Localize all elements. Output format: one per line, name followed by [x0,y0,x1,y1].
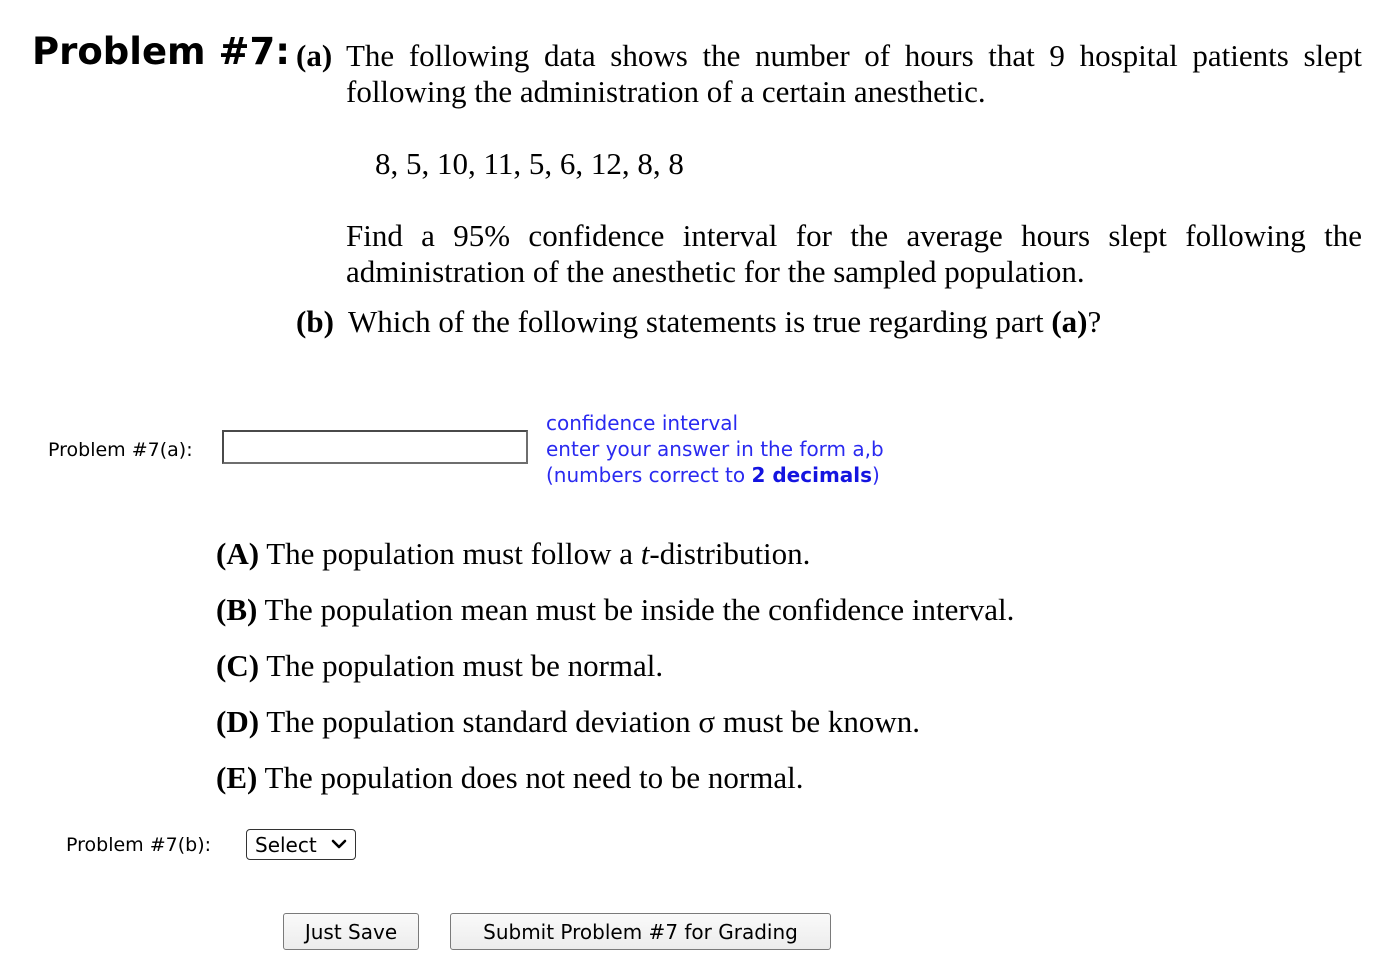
part-b-question-prefix: Which of the following statements is true regarding part [348,304,1052,339]
part-b-label: (b) [296,304,334,339]
hint-line-2: enter your answer in the form a,b [546,437,884,461]
choice-a [216,536,810,572]
submit-problem-button[interactable]: Submit Problem #7 for Grading [450,913,831,950]
hint-line-3 [546,462,884,488]
choice-c-letter: (C) [216,648,260,683]
chevron-down-icon [331,836,347,852]
answer-a-input[interactable] [222,430,528,464]
part-a-intro: The following data shows the number of hours that 9 hospital patients slept following the administration of a certain anesthetic. [346,38,1362,109]
data-values: 8, 5, 10, 11, 5, 6, 12, 8, 8 [375,146,684,181]
choice-a-letter: (A) [216,536,260,571]
choice-e [216,760,803,796]
choice-d-text: The population standard deviation σ must be known. [259,704,921,739]
hint-line-3-bold: 2 decimals [751,463,873,487]
choice-a-text-suffix: -distribution. [649,536,811,571]
part-b-question [348,304,1101,340]
choice-e-text: The population does not need to be normal. [257,760,804,795]
part-a-label: (a) [296,38,333,73]
answer-a-label: Problem #7(a): [48,439,193,461]
part-b-question-ref: (a) [1051,304,1088,339]
choice-c [216,648,663,684]
answer-b-selected-value: Select [255,832,317,857]
choice-e-letter: (E) [216,760,258,795]
hint-line-1: confidence interval [546,411,739,435]
answer-b-label: Problem #7(b): [66,834,212,856]
part-b-question-suffix: ? [1087,304,1102,339]
part-a-question: Find a 95% confidence interval for the average hours slept following the administration of the anesthetic for the sampled population. [346,218,1362,289]
choice-a-text-italic: t [640,536,650,571]
choice-a-text-prefix: The population must follow a [259,536,641,571]
problem-title: Problem #7: [32,30,291,73]
choice-c-text: The population must be normal. [259,648,664,683]
choice-d-letter: (D) [216,704,260,739]
choice-d [216,704,920,740]
hint-line-3-suffix: ) [872,463,880,487]
choice-b [216,592,1014,628]
just-save-button[interactable]: Just Save [283,913,419,950]
choice-b-letter: (B) [216,592,258,627]
answer-a-hint [546,410,884,488]
hint-line-3-prefix: (numbers correct to [546,463,752,487]
answer-b-select[interactable] [246,829,356,860]
choice-b-text: The population mean must be inside the confidence interval. [257,592,1015,627]
